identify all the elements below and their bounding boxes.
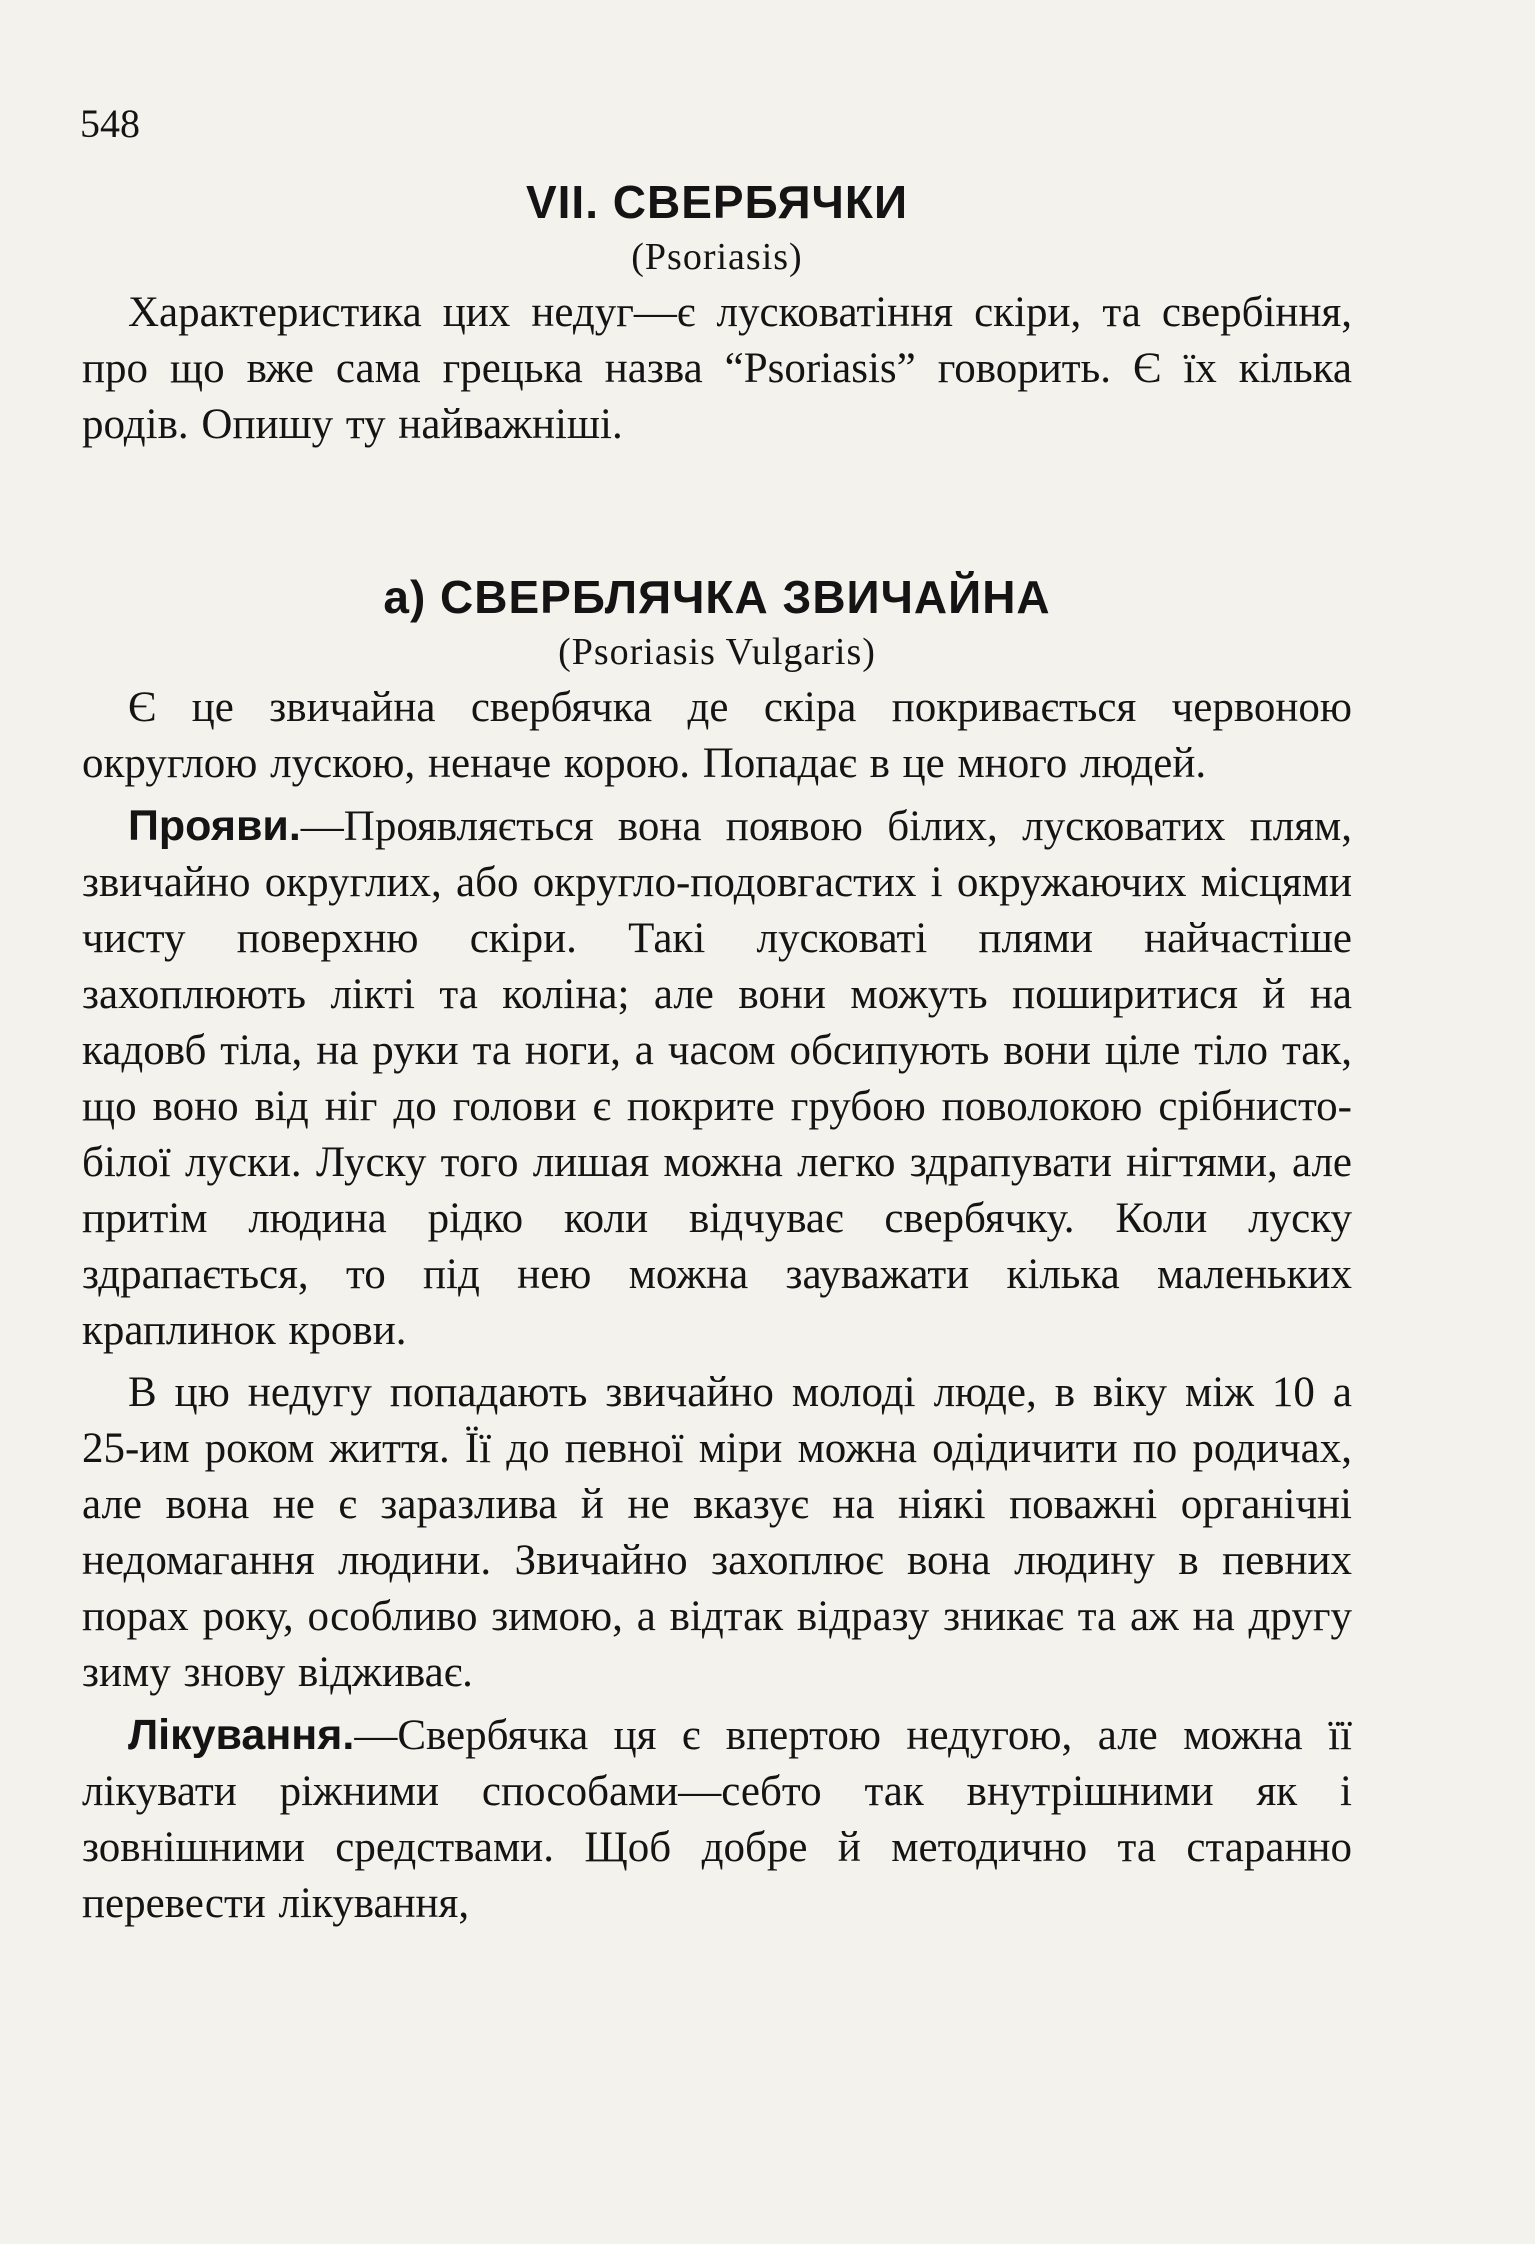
chapter-section (82, 175, 1352, 453)
treatment-text: —Свербячка ця є впертою недугою, але можна її лікувати ріжними способами—себто так внутрішними як і зовнішними средствами. Щоб добре й методично та старанно перевести лікування, (82, 1712, 1352, 1927)
chapter-title: VII. СВЕРБЯЧКИ (525, 176, 909, 228)
chapter-intro-paragraph: Характеристика цих недуг—є лусковатіння скіри, та свербіння, про що вже сама грецька назва “Psoriasis” говорить. Є їх кілька родів. Опишу ту найважніші. (82, 289, 1352, 448)
treatment-heading: Лікування. (128, 1711, 355, 1759)
section-a-intro-paragraph: Є це звичайна свербячка де скіра покривається червоною округлою лускою, неначе корою. Попадає в це много людей. (82, 684, 1352, 787)
page-number: 548 (80, 101, 140, 146)
section-a-title: а) СВЕРБЛЯЧКА ЗВИЧАЙНА (383, 571, 1051, 623)
symptoms-text: —Проявляється вона появою білих, лусковатих плям, звичайно округлих, або округло-подовгастих і окружаючих місцями чисту поверхню скіри. Такі лусковаті плями найчастіше захоплюють лікті та коліна; але вони можуть поширитися й на кадовб тіла, на руки та ноги, а часом обсипують вони ціле тіло так, що воно від ніг до голови є покрите грубою поволокою срібнисто-білої луски. Луску того лишая можна легко здрапувати нігтями, але притім людина рідко коли відчуває свербячку. Коли луску здрапається, то під нею можна зауважати кілька маленьких краплинок крови. (82, 803, 1352, 1354)
section-a-latin-name: (Psoriasis Vulgaris) (558, 631, 876, 673)
section-a (82, 570, 1352, 1932)
age-paragraph: В цю недугу попадають звичайно молоді люде, в віку між 10 а 25-им роком життя. Її до певної міри можна одідичити по родичах, але вона не є заразлива й не вказує на ніякі поважні органічні недомагання людини. Звичайно захоплює вона людину в певних порах року, особливо зимою, а відтак відразу зникає та аж на другу зиму знову відживає. (82, 1369, 1352, 1696)
chapter-latin-name: (Psoriasis) (631, 236, 803, 278)
symptoms-heading: Прояви. (128, 802, 301, 850)
symptoms-paragraph (82, 798, 1352, 1359)
treatment-paragraph (82, 1707, 1352, 1932)
